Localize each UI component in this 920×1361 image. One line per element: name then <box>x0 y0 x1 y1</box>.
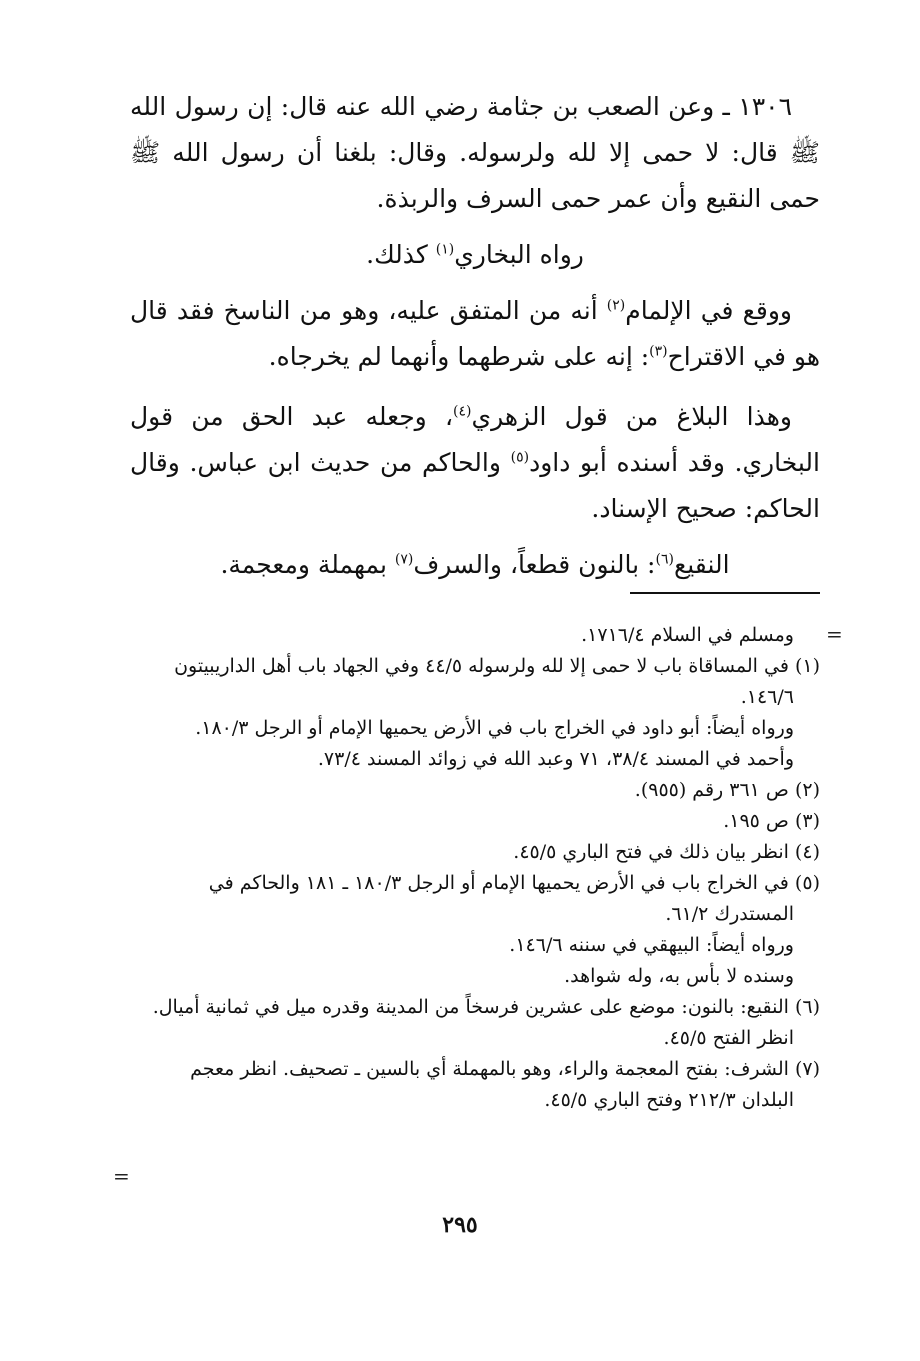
footnote-1-ahmad: وأحمد في المسند ٣٨/٤، ٧١ وعبد الله في زوائد المسند ٧٣/٤. <box>317 748 794 770</box>
balagh-text-b: ، وجعله عبد الحق من قول البخاري. وقد أسنده أبو داود <box>130 402 820 477</box>
narration-paragraph <box>130 232 820 278</box>
narration-text: رواه البخاري <box>454 240 584 269</box>
footnote-7: (٧) الشرف: بفتح المعجمة والراء، وهو بالمهملة أي بالسين ـ تصحيف. انظر معجم <box>190 1058 820 1080</box>
footnote-6-continued: انظر الفتح ٤٥/٥. <box>663 1027 794 1049</box>
balagh-paragraph <box>130 394 820 532</box>
balagh-text-c: والحاكم من حديث ابن عباس. وقال الحاكم: صحيح الإسناد. <box>130 448 820 523</box>
footnotes <box>130 620 820 1116</box>
ilmam-paragraph <box>130 288 820 380</box>
footnote-5: (٥) في الخراج باب في الأرض يحميها الإمام أو الرجل ١٨٠/٣ ـ ١٨١ والحاكم في <box>208 872 820 894</box>
footnote-ref-3: (٣) <box>649 343 668 360</box>
footnote-ref-4: (٤) <box>453 403 472 420</box>
continuation-mark-top: = <box>826 622 843 646</box>
main-text <box>130 84 820 588</box>
footnote-1-continued: ١٤٦/٦. <box>740 686 794 708</box>
hadith-paragraph: ١٣٠٦ ـ وعن الصعب بن جثامة رضي الله عنه قال: إن رسول الله ﷺ قال: لا حمى إلا لله ولرسوله. وقال: بلغنا أن رسول الله ﷺ حمى النقيع وأن عمر حمى السرف والربذة. <box>130 92 820 213</box>
continuation-mark-bottom: = <box>113 1164 130 1188</box>
footnote-3: (٣) ص ١٩٥. <box>723 810 820 832</box>
footnote-separator <box>630 592 820 594</box>
naqi-paragraph <box>130 542 820 588</box>
footnote-ref-2: (٢) <box>606 297 626 314</box>
footnote-4: (٤) انظر بيان ذلك في فتح الباري ٤٥/٥. <box>513 841 820 863</box>
balagh-text-a: وهذا البلاغ من قول الزهري <box>471 402 792 431</box>
narration-tail: كذلك. <box>366 240 436 269</box>
ilmam-text-a: ووقع في الإلمام <box>625 296 792 325</box>
footnote-1: (١) في المساقاة باب لا حمى إلا لله ولرسوله ٤٤/٥ وفي الجهاد باب أهل الداريبيتون <box>174 655 820 677</box>
footnote-5-sanad: وسنده لا بأس به، وله شواهد. <box>564 965 794 987</box>
naqi-text-b: : بالنون قطعاً، والسرف <box>413 550 656 579</box>
footnote-5-continued: المستدرك ٦١/٢. <box>665 903 794 925</box>
ilmam-text-c: : إنه على شرطهما وأنهما لم يخرجاه. <box>268 342 650 371</box>
footnote-ref-5: (٥) <box>510 449 530 466</box>
footnote-ref-6: (٦) <box>655 551 674 568</box>
page-number: ٢٩٥ <box>442 1212 478 1238</box>
footnote-1-also: ورواه أيضاً: أبو داود في الخراج باب في الأرض يحميها الإمام أو الرجل ١٨٠/٣. <box>195 717 794 739</box>
naqi-text-a: النقيع <box>673 550 730 579</box>
footnote-carry: ومسلم في السلام ١٧١٦/٤. <box>581 624 794 646</box>
footnote-7-continued: البلدان ٢١٢/٣ وفتح الباري ٤٥/٥. <box>544 1089 794 1111</box>
ilmam-text-b: أنه من المتفق عليه، وهو من الناسخ فقد قال هو في الاقتراح <box>130 296 820 371</box>
footnote-2: (٢) ص ٣٦١ رقم (٩٥٥). <box>634 779 820 801</box>
footnote-6: (٦) النقيع: بالنون: موضع على عشرين فرسخاً من المدينة وقدره ميل في ثمانية أميال. <box>152 996 820 1018</box>
footnote-ref-7: (٧) <box>394 551 414 568</box>
naqi-text-c: بمهملة ومعجمة. <box>220 550 395 579</box>
footnote-ref-1: (١) <box>435 241 455 258</box>
footnote-5-also: ورواه أيضاً: البيهقي في سننه ١٤٦/٦. <box>509 934 794 956</box>
